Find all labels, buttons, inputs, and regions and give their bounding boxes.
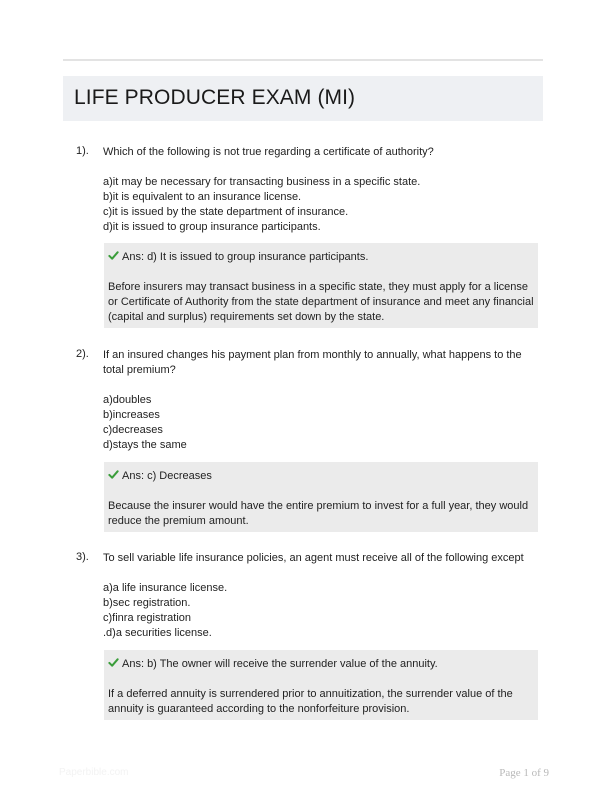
title-bar	[63, 76, 543, 121]
question-number: 2).	[76, 348, 89, 360]
option-a: a)it may be necessary for transacting business in a specific state.	[103, 176, 421, 188]
answer-explanation: Before insurers may transact business in a specific state, they must apply for a license or Certificate of Authority from the state department of insurance and meet any financial (capital and surplus) requirements set down by the state.	[108, 281, 534, 323]
option-list	[103, 581, 543, 641]
page-indicator: Page 1 of 9	[499, 767, 549, 779]
option-b: b)increases	[103, 409, 160, 421]
option-d: d)stays the same	[103, 439, 187, 451]
answer-line	[108, 250, 538, 265]
check-icon	[108, 469, 119, 480]
answer-line	[108, 469, 538, 484]
answer-box	[104, 243, 538, 328]
option-a: a)doubles	[103, 394, 152, 406]
question-number: 3).	[76, 551, 89, 563]
footer-watermark: Paperbible.com	[59, 767, 129, 778]
option-b: b)it is equivalent to an insurance license.	[103, 191, 302, 203]
question-text: To sell variable life insurance policies, an agent must receive all of the following except	[103, 552, 524, 564]
answer-text: Ans: c) Decreases	[122, 470, 212, 482]
option-list	[103, 175, 543, 235]
option-list	[103, 393, 543, 453]
check-icon	[108, 657, 119, 668]
option-a: a)a life insurance license.	[103, 582, 228, 594]
option-c: c)finra registration	[103, 612, 192, 624]
option-d: .d)a securities license.	[103, 627, 212, 639]
question-text: If an insured changes his payment plan from monthly to annually, what happens to the total premium?	[103, 349, 522, 376]
answer-box	[104, 462, 538, 532]
answer-box	[104, 650, 538, 720]
answer-text: Ans: d) It is issued to group insurance participants.	[122, 251, 369, 263]
option-c: c)decreases	[103, 424, 163, 436]
option-c: c)it is issued by the state department of insurance.	[103, 206, 349, 218]
answer-explanation: If a deferred annuity is surrendered prior to annuitization, the surrender value of the annuity is guaranteed according to the nonforfeiture provision.	[108, 688, 513, 715]
question-number: 1).	[76, 145, 89, 157]
option-d: d)it is issued to group insurance participants.	[103, 221, 321, 233]
page-title: LIFE PRODUCER EXAM (MI)	[74, 86, 356, 109]
top-divider	[63, 59, 543, 61]
question-text: Which of the following is not true regarding a certificate of authority?	[103, 146, 434, 158]
option-b: b)sec registration.	[103, 597, 191, 609]
check-icon	[108, 250, 119, 261]
answer-line	[108, 657, 538, 672]
answer-text: Ans: b) The owner will receive the surrender value of the annuity.	[122, 658, 438, 670]
answer-explanation: Because the insurer would have the entire premium to invest for a full year, they would reduce the premium amount.	[108, 500, 529, 527]
